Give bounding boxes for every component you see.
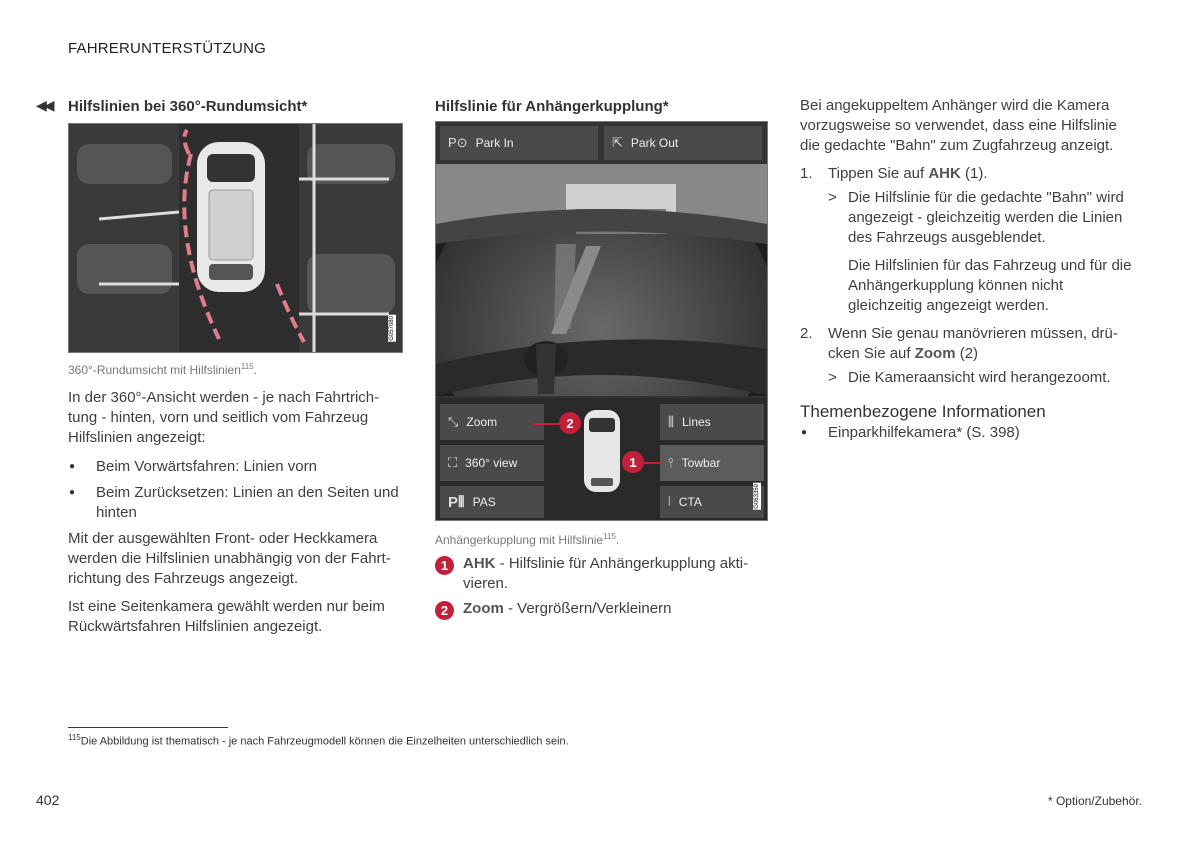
step-number: 1.	[800, 165, 813, 182]
towbar-label: Towbar	[681, 456, 721, 470]
caption-360: 360°-Rundumsicht mit Hilfslinien$^{115}$.	[68, 362, 257, 377]
caption-towbar-sup: 115	[603, 532, 616, 541]
view-360-label: 360° view	[465, 456, 518, 470]
footnote-number: 115	[68, 733, 81, 742]
pas-button[interactable]	[440, 486, 544, 518]
park-out-icon: ⇱	[612, 135, 623, 150]
related-info-title: Themenbezogene Informationen	[800, 402, 1046, 421]
image-360-view	[68, 123, 403, 353]
step-term: AHK	[928, 165, 961, 182]
towbar-button[interactable]	[660, 445, 764, 481]
section-header: FAHRERUNTERSTÜTZUNG	[68, 40, 266, 57]
view-360-button[interactable]	[440, 445, 544, 481]
callout-legend	[435, 554, 770, 620]
callout-1: 1	[622, 451, 644, 473]
step-text-end: (1).	[960, 165, 988, 182]
park-in-button[interactable]	[440, 126, 598, 160]
zoom-button[interactable]	[440, 404, 544, 440]
column-instructions	[800, 96, 1140, 449]
legend-term: AHK	[463, 555, 496, 572]
parking-camera-icon: P⊙	[448, 135, 468, 150]
page-number: 402	[36, 792, 60, 808]
paragraph-360-intro: In der 360°-Ansicht werden - je nach Fahrtrichtung - hinten, vorn und seitlich vom Fahrzeug Hilfslinien angezeigt:	[68, 389, 380, 446]
zoom-label: Zoom	[466, 415, 498, 429]
step-2-result	[800, 368, 1140, 388]
towbar-icon: ⫯	[668, 455, 674, 470]
car-top-view	[197, 142, 265, 292]
legend-text: - Hilfslinie für Anhängerkupplung aktivieren.	[463, 555, 749, 592]
caption-towbar-text: Anhängerkupplung mit Hilfslinie	[435, 533, 604, 547]
step-text-end: (2)	[955, 345, 979, 362]
image-code-stamp: G057080	[389, 316, 395, 341]
step-term: Zoom	[914, 345, 956, 362]
column-360-view	[68, 98, 403, 637]
legend-badge-2: 2	[435, 601, 454, 620]
step-1-note: Die Hilfslinien für das Fahrzeug und für die Anhängerkupplung können nicht gleichzeitig angezeigt werden.	[848, 257, 1132, 314]
rear-camera-view	[436, 164, 767, 396]
list-item: ● Beim Zurücksetzen: Linien an den Seiten und hinten	[68, 483, 403, 523]
cta-button[interactable]	[660, 486, 764, 518]
callout-2: 2	[559, 412, 581, 434]
zoom-arrows-icon: ⤡	[448, 414, 459, 429]
footnote-text: Die Abbildung ist thematisch - je nach Fahrzeugmodell können die Einzelheiten unterschiedlich sein.	[80, 735, 569, 748]
related-info-list	[800, 423, 1140, 443]
car-360-icon: ⛶	[448, 455, 458, 470]
result-arrow: >	[828, 369, 837, 386]
related-link[interactable]: ● Einparkhilfekamera* (S. 398)	[800, 423, 1140, 443]
legend-term: Zoom	[463, 600, 504, 617]
list-item: ● Beim Vorwärtsfahren: Linien vorn	[68, 457, 403, 477]
step-text: Wenn Sie genau manövrieren müssen, drücken Sie auf	[828, 325, 1118, 362]
legend-item	[435, 554, 770, 594]
legend-item	[435, 599, 770, 620]
legend-badge-1: 1	[435, 556, 454, 575]
step-number: 2.	[800, 325, 813, 342]
overhead-parking-illustration	[69, 124, 402, 352]
legend-text: - Vergrößern/Verkleinern	[503, 600, 672, 617]
caption-towbar: Anhängerkupplung mit Hilfslinie$^{115}$.	[435, 532, 620, 547]
column-towbar	[435, 98, 770, 625]
cta-icon: ⦚	[668, 494, 671, 509]
option-note: * Option/Zubehör.	[1047, 794, 1142, 808]
image-code-stamp: G063350	[754, 484, 760, 509]
back-arrow-icon[interactable]: ◀◀	[36, 97, 52, 113]
paragraph-front-rear-camera: Mit der ausgewählten Front- oder Heckkamera werden die Hilfslinien unabhängig von der Fahrtrichtung des Fahrzeugs angezeigt.	[68, 530, 391, 587]
result-text: Die Hilfslinie für die gedachte "Bahn" wird angezeigt - gleichzeitig werden die Linien des Fahrzeugs ausgeblendet.	[848, 189, 1124, 246]
step-1-result	[800, 188, 1140, 248]
footnote-divider	[68, 727, 228, 728]
section-title-towbar: Hilfslinie für Anhängerkupplung*	[435, 98, 669, 115]
result-arrow: >	[828, 189, 837, 206]
park-out-label: Park Out	[630, 136, 679, 150]
lines-label: Lines	[681, 415, 711, 429]
paragraph-trailer-intro: Bei angekuppeltem Anhänger wird die Kamera vorzugsweise so verwendet, dass eine Hilfslinie die gedachte "Bahn" zum Zugfahrzeug anzeigt.	[800, 97, 1117, 154]
cta-label: CTA	[678, 495, 702, 509]
bullet-list-360	[68, 457, 403, 523]
caption-360-text: 360°-Rundumsicht mit Hilfslinien	[68, 363, 241, 377]
paragraph-side-camera: Ist eine Seitenkamera gewählt werden nur beim Rückwärtsfahren Hilfslinien angezeigt.	[68, 598, 385, 635]
step-text: Tippen Sie auf	[828, 165, 929, 182]
image-camera-ui	[435, 121, 768, 521]
result-text: Die Kameraansicht wird herangezoomt.	[848, 369, 1111, 386]
step-2	[800, 324, 1140, 364]
pas-icon: P⦀	[448, 493, 465, 511]
pas-label: PAS	[472, 495, 496, 509]
section-title-360: Hilfslinien bei 360°-Rundumsicht*	[68, 98, 308, 115]
footnote	[68, 733, 569, 748]
lines-button[interactable]	[660, 404, 764, 440]
park-in-label: Park In	[475, 136, 514, 150]
park-out-button[interactable]	[604, 126, 762, 160]
lines-icon: ⫼	[668, 414, 674, 429]
caption-360-sup: 115	[240, 362, 254, 371]
step-1	[800, 164, 1140, 184]
